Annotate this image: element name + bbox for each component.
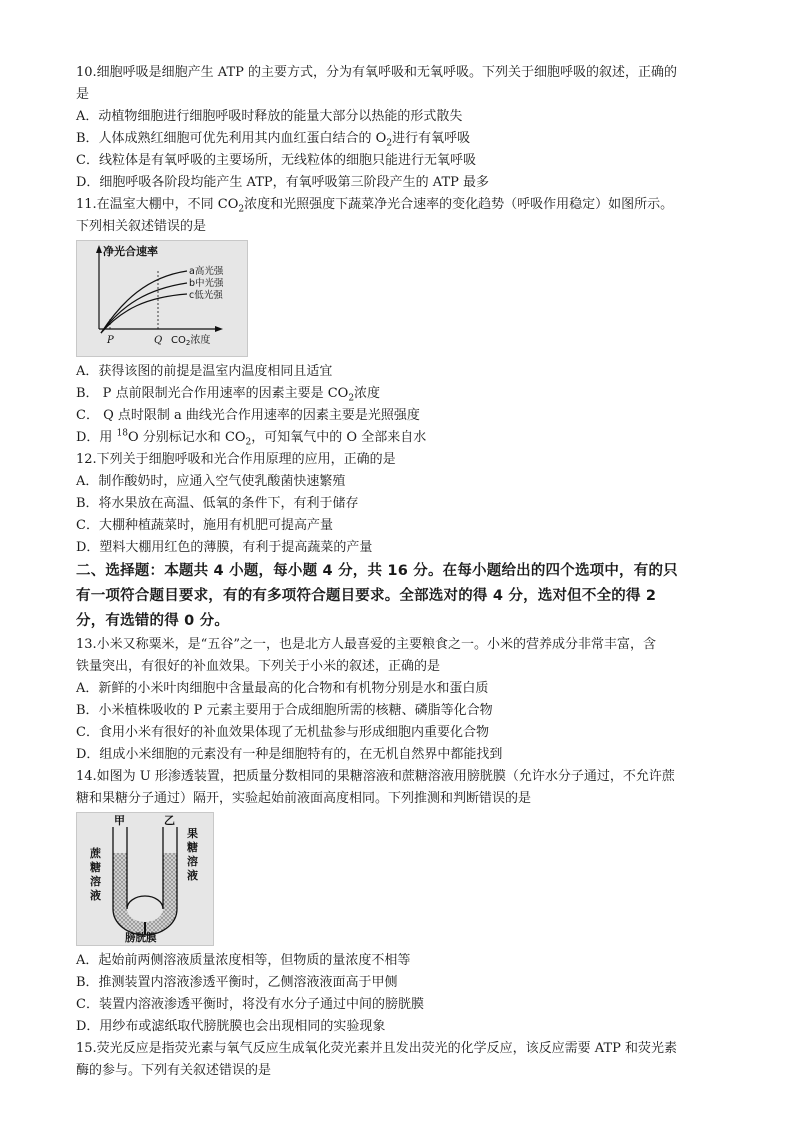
q12-option-b: B．将水果放在高温、低氧的条件下，有利于储存: [76, 496, 359, 511]
right-solution-label: 果 糖 溶 液: [187, 827, 198, 882]
q10-option-a: A．动植物细胞进行细胞呼吸时释放的能量大部分以热能的形式散失: [76, 109, 463, 124]
left-arm-label: 甲: [114, 814, 125, 827]
q11-figure: [76, 240, 248, 357]
q14-figure: [76, 812, 214, 946]
curve-c: [101, 294, 187, 333]
section2-heading-line3: 分，有选错的得 0 分。: [76, 613, 230, 629]
curve-b: [101, 283, 187, 333]
curve-b-label: b中光强: [189, 278, 224, 289]
q12-option-d: D．塑料大棚用红色的薄膜，有利于提高蔬菜的产量: [76, 540, 373, 555]
q13-option-a: A．新鲜的小米叶肉细胞中含量最高的化合物和有机物分别是水和蛋白质: [76, 681, 489, 696]
q13-stem-line2: 铁量突出，有很好的补血效果。下列关于小米的叙述，正确的是: [76, 659, 441, 674]
q10-stem-line1: 10.细胞呼吸是细胞产生 ATP 的主要方式，分为有氧呼吸和无氧呼吸。下列关于细胞呼吸的叙述，正确的: [76, 65, 678, 80]
q14-option-a: A．起始前两侧溶液质量浓度相等，但物质的量浓度不相等: [76, 953, 411, 968]
q14-option-d: D．用纱布或滤纸取代膀胱膜也会出现相同的实验现象: [76, 1019, 386, 1034]
q11-option-a: A．获得该图的前提是温室内温度相同且适宜: [76, 364, 333, 379]
q15-stem-line2: 酶的参与。下列有关叙述错误的是: [76, 1063, 272, 1078]
exam-page: [76, 62, 716, 1082]
curve-a: [101, 271, 187, 333]
q10-option-b: B．人体成熟红细胞可优先利用其内血红蛋白结合的 $O_2$进行有氧呼吸: [76, 131, 471, 149]
u-tube-osmosis-diagram: [77, 813, 213, 945]
y-axis-label: 净光合速率: [103, 245, 158, 258]
membrane-label: 膀胱膜: [125, 932, 157, 944]
x-axis-arrow: [215, 326, 223, 332]
q10-option-c: C．线粒体是有氧呼吸的主要场所，无线粒体的细胞只能进行无氧呼吸: [76, 153, 476, 168]
q13-option-d: D．组成小米细胞的元素没有一种是细胞特有的，在无机自然界中都能找到: [76, 747, 503, 762]
q15-stem-line1: 15.荧光反应是指荧光素与氧气反应生成氧化荧光素并且发出荧光的化学反应，该反应需要 ATP 和荧光素: [76, 1041, 678, 1056]
q11-option-c: C． Q 点时限制 a 曲线光合作用速率的因素主要是光照强度: [76, 408, 420, 423]
q12-stem: 12.下列关于细胞呼吸和光合作用原理的应用，正确的是: [76, 452, 396, 467]
q-point-label: Q: [154, 335, 163, 346]
q11-stem-line2: 下列相关叙述错误的是: [76, 219, 207, 234]
q13-option-c: C．食用小米有很好的补血效果体现了无机盐参与形成细胞内重要化合物: [76, 725, 489, 740]
q12-option-c: C．大棚种植蔬菜时，施用有机肥可提高产量: [76, 518, 333, 533]
x-axis-label: $CO_2$浓度: [171, 335, 211, 347]
curve-a-label: a高光强: [189, 266, 224, 277]
section2-heading-line1: 二、选择题：本题共 4 小题，每小题 4 分，共 16 分。在每小题给出的四个选项中，有的只: [76, 563, 678, 579]
photosynthesis-rate-graph: [77, 241, 247, 356]
q14-option-b: B．推测装置内溶液渗透平衡时，乙侧溶液液面高于甲侧: [76, 975, 398, 990]
q10-stem-line2: 是: [76, 87, 90, 102]
y-axis-arrow: [96, 245, 102, 253]
q11-stem-line1: 11.在温室大棚中，不同 $CO_2$浓度和光照强度下蔬菜净光合速率的变化趋势（呼吸作用稳定）如图所示。: [76, 197, 674, 215]
q11-option-b: B． P 点前限制光合作用速率的因素主要是 $CO_2$浓度: [76, 386, 381, 404]
right-arm-label: 乙: [164, 814, 175, 827]
q10-option-d: D．细胞呼吸各阶段均能产生 ATP，有氧呼吸第三阶段产生的 ATP 最多: [76, 175, 490, 190]
q12-option-a: A．制作酸奶时，应通入空气使乳酸菌快速繁殖: [76, 474, 346, 489]
left-solution-label: 蔗 糖 溶 液: [90, 847, 101, 902]
q14-stem-line1: 14.如图为 U 形渗透装置，把质量分数相同的果糖溶液和蔗糖溶液用膀胱膜（允许水分子通过，不允许蔗: [76, 769, 675, 784]
q14-stem-line2: 糖和果糖分子通过）隔开，实验起始前液面高度相同。下列推测和判断错误的是: [76, 791, 532, 806]
u-tube-inner-wall: [127, 827, 163, 909]
curve-c-label: c低光强: [189, 290, 223, 301]
q14-option-c: C．装置内溶液渗透平衡时，将没有水分子通过中间的膀胱膜: [76, 997, 424, 1012]
q11-option-d: D．用 $^{18}$O 分别标记水和 $CO_2$，可知氧气中的 O 全部来自水: [76, 428, 427, 448]
section2-heading-line2: 有一项符合题目要求，有的有多项符合题目要求。全部选对的得 4 分，选对但不全的得 2: [76, 588, 657, 604]
p-point-label: P: [107, 335, 114, 346]
q13-option-b: B．小米植株吸收的 P 元素主要用于合成细胞所需的核糖、磷脂等化合物: [76, 703, 493, 718]
q13-stem-line1: 13.小米又称粟米，是“五谷”之一，也是北方人最喜爱的主要粮食之一。小米的营养成分非常丰富，含: [76, 637, 656, 652]
